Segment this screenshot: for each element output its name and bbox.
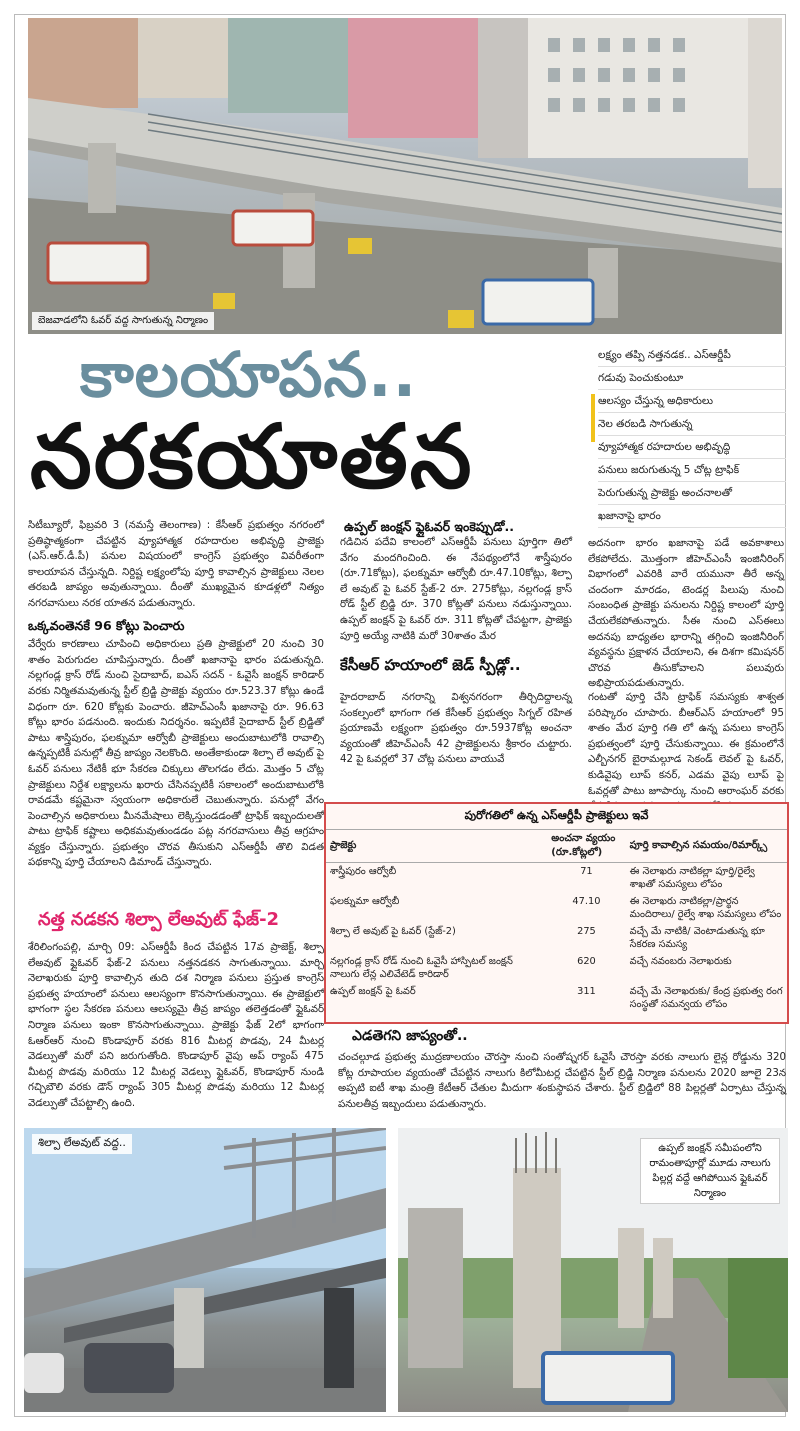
table-header: పూర్తి కావాల్సిన సమయం/రిమార్క్స్: [626, 830, 787, 863]
flyover-ramp-illustration: [24, 1128, 386, 1412]
table-row: [326, 923, 787, 953]
article-column-2b: [340, 690, 572, 768]
bottom-right-caption: ఉప్పల్ జంక్షన్ సమీపంలోని రామంతాపూర్లో మూడు నాలుగు పిల్లర్ల వద్దే ఆగిపోయిన ఫ్లైఓవర్ నిర్మాణం: [640, 1138, 780, 1204]
section-subhead: కేసీఆర్ హయాంలో జెడ్ స్పీడ్లో..: [340, 656, 521, 674]
bottom-left-caption: శిల్పా లేఅవుట్ వద్ద..: [32, 1134, 132, 1154]
table-cell: శాస్త్రీపురం ఆర్వోబీ: [330, 866, 397, 877]
highlight-item: నెల తరబడి సాగుతున్న: [598, 413, 786, 436]
highlight-item: పెరుగుతున్న ప్రాజెక్టు అంచనాలతో: [598, 482, 786, 505]
article-paragraph: హైదరాబాద్ నగరాన్ని విశ్వనగరంగా తీర్చిదిద్దాలన్న సంకల్పంలో భాగంగా గత కేసీఆర్ ప్రభుత్వం సిగ్నల్ రహిత ప్రయాణమే లక్ష్యంగా ప్రభుత్వం రూ.5937కోట్ల అంచనా వ్యయంతో జీహెచ్ఎంసీ 42 ప్రాజెక్టులను శ్రీకారం చుట్టారు. 42 పై ఓవర్లలో 37 చోట్ల పనులు వాయువే: [340, 692, 572, 766]
table-cell: నల్లగండ్ల క్రాస్ రోడ్ నుంచి ఓవైసీ హాస్పిటల్ జంక్షన్ నాలుగు లేన్ల ఎలివేటెడ్ కారిడార్: [330, 956, 513, 980]
article-column-1: [28, 518, 324, 871]
table-title: పురోగతిలో ఉన్న ఎస్ఆర్డీపీ ప్రాజెక్టులు ఇవే: [464, 808, 649, 822]
table-row: [326, 893, 787, 923]
table-cell: వచ్చే మే నాటికి/ వెంటాడుతున్న భూ సేకరణ సమస్య: [629, 926, 765, 950]
highlight-item: ఖజానాపై భారం: [598, 505, 786, 528]
projects-table: [326, 829, 787, 1013]
article-column-1b: [28, 940, 324, 1112]
table-cell: ఫలక్నుమా ఆర్వోబీ: [330, 896, 400, 907]
highlight-item: ఆలస్యం చేస్తున్న అధికారులు: [598, 390, 786, 413]
article-paragraph: అదనంగా భారం ఖజానాపై పడే అవకాశాలు లేకపోలేదు. మొత్తంగా జీహెచ్ఎంసీ ఇంజినీరింగ్ విభాగంలో ఎవరికి వారే యమునా తీరే అన్న చందంగా మారడం, టెండర్ల పిలుపు నుంచి సంబంధిత ప్రాజెక్టు పనులను నిర్దిష్ట కాలంలో పూర్తి చేయలేకపోతున్నారు. సీఈ నుంచి ఎస్ఈలు అదనపు బాధ్యతల భారాన్ని తగ్గించి ఇంజినీరింగ్ వ్యవస్థను ప్రక్షాళన చేయాలని, ఈ దిశగా కమిషనర్ చొరవ తీసుకోవాలని పలువురు అభిప్రాయపడుతున్నారు.: [588, 538, 784, 690]
article-paragraph: గంటతో పూర్తి చేసి ట్రాఫిక్ సమస్యకు శాశ్వత పరిష్కారం చూపారు. బీఆర్ఎస్ హయాంలో 95 శాతం మేర పూర్తి గతి లో ఉన్న పనులు కాంగ్రెస్ ప్రభుత్వంలో పూర్తి చేసుకున్నాయి. ఈ క్రమంలోనే ఎల్బీనగర్ బైరామల్గూడ సెకండ్ లెవల్ పై ఓవర్, కుడివైపు లూప్ కనర్, ఎడమ వైపు లూప్ పై ఓవర్లతో పాటు జూపార్కు నుంచి ఆరాంఘర్ వరకు: [588, 692, 784, 797]
highlight-item: వ్యూహాత్మక రహదారుల అభివృద్ధి: [598, 436, 786, 459]
table-row: [326, 983, 787, 1013]
article-paragraph: శేరిలింగంపల్లి, మార్చి 09: ఎస్ఆర్డీపీ కింద చేపట్టిన 17వ ప్రాజెక్ట్, శిల్పా లేఅవుట్ ఫ్లైఓవర్ ఫేజ్-2 పనులు నత్తనడకన సాగుతున్నాయి. మార్చి నెలాఖరుకు పూర్తి కావాల్సిన తుది దశ నిర్మాణ పనులు ప్రస్తుత కాంగ్రెస్ ప్రభుత్వ హయాంలో పనులు ఆలస్యంగా కొనసాగుతున్నాయి. ఈ ప్రాజెక్టులో భాగంగా స్థల సేకరణ పనులు ఆలస్యమై తీవ్ర జాప్యం తలెత్తడంతో ఫ్లైఓవర్ నిర్మాణ పనులు ఇంకా కొనసాగుతున్నాయి. ప్రాజెక్టు ఫేజ్ 2లో భాగంగా ఓఆర్ఆర్ నుంచి కొండాపూర్ వరకు 816 మీటర్ల పొడవు, 24 మీటర్ల వెడల్పుతో మరో పని జరుగుతోంది. కొండాపూర్ వైపు అప్ ర్యాంప్ 475 మీటర్ల పొడవు మరియు 12 మీటర్ల వెడల్పు ఫ్లైఓవర్, కొండాపూర్ నుండి గచ్చిబౌలి వరకు డౌన్ ర్యాంప్ 305 మీటర్ల పొడవు మరియు 12 మీటర్ల వెడల్పుతో చేపట్టాల్సి ఉంది.: [28, 942, 324, 1109]
projects-table-box: [324, 802, 789, 1024]
table-header: అంచనా వ్యయం (రూ.కోట్లలో): [547, 830, 625, 863]
highlights-list: [598, 344, 786, 528]
headline-line1: కాలయాపన..: [80, 338, 418, 411]
section-subhead: ఒక్కవంతెనకే 96 కోట్లు పెంచారు: [28, 617, 185, 633]
table-row: [326, 863, 787, 894]
table-cell: 620: [577, 956, 596, 967]
highlight-item: లక్ష్యం తప్పి నత్తనడక.. ఎస్ఆర్డీపీ: [598, 344, 786, 367]
table-row: [326, 953, 787, 983]
section-title-pink: నత్త నడకన శిల్పా లేఅవుట్ ఫేజ్-2: [38, 909, 280, 930]
table-cell: ఉప్పల్ జంక్షన్ పై ఓవర్: [330, 986, 416, 997]
article-column-3: [588, 536, 784, 692]
section-subhead: ఎడతెగని జాప్యంతో..: [352, 1028, 468, 1044]
article-paragraph: చంచల్గూడ ప్రభుత్వ ముద్రణాలయం చౌరస్తా నుంచి సంతోష్నగర్ ఓవైసీ చౌరస్తా వరకు నాలుగు లైన్ల రోడ్డును 320 కోట్ల రూపాయల వ్యయంతో చేపట్టిన నాలుగు కిలోమీటర్ల చేపట్టిన స్టీల్ బ్రిడ్జి నిర్మాణ పనులను 2020 జూలై 23న అప్పటి ఐటీ శాఖ మంత్రి కేటీఆర్ చేతుల మీదుగా శంకుస్థాపన చేశారు. స్టీల్ బ్రిడ్జిలో 88 పిల్లర్లతో ఏర్పాటు చేస్తున్న పనులతీవ్ర ఇబ్బందులు పడుతున్నారు.: [338, 1052, 786, 1110]
table-cell: ఈ నెలాఖరు నాటికల్లా/ప్రార్థన మందిరాలు/ రైల్వే శాఖ సమస్యలు లోపం: [629, 896, 782, 920]
article-column-2: [340, 535, 572, 644]
table-cell: వచ్చే నవంబరు నెలాఖరుకు: [629, 956, 732, 967]
article-column-3b: [588, 690, 784, 815]
flyover-construction-illustration: [28, 18, 782, 334]
highlight-item: పనులు జరుగుతున్న 5 చోట్ల ట్రాఫిక్: [598, 459, 786, 482]
top-photo-caption: బెజవాడలోని ఓవర్ వద్ద సాగుతున్న నిర్మాణం: [32, 312, 214, 330]
top-photo: [28, 18, 782, 334]
table-cell: వచ్చే మే నెలాఖరుకు/ కేంద్ర ప్రభుత్వ రంగ సంస్థతో సమన్వయ లోపం: [629, 986, 783, 1010]
article-bottom: [338, 1050, 786, 1112]
accent-bar: [591, 394, 595, 442]
table-cell: ఈ నెలాఖరు నాటికల్లా పూర్తి/రైల్వే శాఖతో సమస్యలు లోపం: [629, 866, 755, 890]
section-subhead: ఉప్పల్ జంక్షన్ ఫ్లైఓవర్ ఇంకెప్పుడో..: [344, 519, 514, 534]
table-cell: 311: [577, 986, 596, 997]
headline-line2: నరకయాతన: [30, 405, 474, 508]
table-cell: 47.10: [572, 896, 601, 907]
table-header: ప్రాజెక్టు: [326, 830, 547, 863]
bottom-left-photo: [24, 1128, 386, 1412]
article-paragraph: గడిచిన పదేవి కాలంలో ఎస్ఆర్డీపీ పనులు పూర్తిగా తిలో వేగం మందగించింది. ఈ నేపథ్యంలోనే శాస్త్రీపురం (రూ.71కోట్లు), ఫలక్నుమా ఆర్వోబీ రూ.47.10కోట్లు, శిల్పా లే అవుట్ పై ఓవర్ స్టేజ్-2 రూ. 275కోట్లు, నల్లగండ్ల క్రాస్ రోడ్ స్టీల్ బ్రిడ్జి రూ. 370 కోట్లతో పనులు నడుస్తున్నాయి. ఉప్పల్ జంక్షన్ పై ఓవర్ రూ. 311 కోట్లతో చేపట్టగా, ప్రాజెక్టు పూర్తి అయ్యే నాటికి మరో 30శాతం మేర: [340, 537, 572, 642]
table-cell: 71: [580, 866, 593, 877]
article-paragraph: సిటీబ్యూరో, ఫిబ్రవరి 3 (నమస్తే తెలంగాణ) : కేసీఆర్ ప్రభుత్వం నగరంలో ప్రతిష్ఠాత్మకంగా చేపట్టిన వ్యూహాత్మక రహదారుల అభివృద్ధి ప్రాజెక్టు (ఎస్.ఆర్.డీ.పీ) పనుల విషయంలో కాంగ్రెస్ ప్రభుత్వం వివరీతంగా కాలయాపన చేస్తున్నది. నిర్దిష్ట లక్ష్యంలోపు పూర్తి కావాల్సిన ప్రాజెక్టులు నెలల తరబడి జాప్యం అవుతున్నాయి. దీంతో ముఖ్యమైన కూడళ్లలో నిత్యం నగరవాసులు నరక యాతన పడుతున్నారు.: [28, 520, 324, 609]
highlight-item: గడువు పెంచుకుంటూ: [598, 367, 786, 390]
table-cell: 275: [577, 926, 596, 937]
article-paragraph: వేర్వేరు కారణాలు చూపించి అధికారులు ప్రతి ప్రాజెక్టులో 20 నుంచి 30 శాతం పెరుగుదల చూపిస్తున్నారు. దీంతో ఖజానాపై భారం పడుతున్నది. నల్లగండ్ల క్రాస్ రోడ్ నుంచి సైదాబాద్, ఐఎస్ సదన్ - ఓవైసీ జంక్షన్ కారిడార్ వరకు నిర్మితమవుతున్న స్టీల్ బ్రిడ్జి ప్రాజెక్టు వ్యయం రూ.523.37 కోట్లు ఉండే విధంగా రూ. 620 కోట్లకు పెంచారు. జీహెచ్ఎంసీ ఖజానాపై రూ. 96.63 కోట్లు భారం పడనుంది. ఇందుకు నిదర్శనం. ఇప్పటికే సైదాబాద్ స్టీల్ బ్రిడ్జితో పాటు శాస్త్రిపురం, ఫలక్నుమా ఆర్వోబీ ప్రాజెక్టులు అందుబాటులోకి రావాల్సి ఉన్నప్పటికీ పనుల్లో తీవ్ర జాప్యం నెలకొంది. అంతేకాకుండా శిల్పా లే అవుట్ పై ఓవర్ పనులు నేటికీ భూ సేకరణ చిక్కులు తొలగడం లేదు. మొత్తం 5 చోట్ల ప్రాజెక్టులు నిర్దేశ లక్ష్యాలను ఖరారు చేసినప్పటికీ సకాలంలో అందుబాటులోకి రావడమే కష్టమైనా స్వయంగా అధికారులే చెబుతున్నారు. పనుల్లో వేగం పెంచాల్సిన అధికారులు మీనమేషాలు లెక్కిస్తుండడంతో ట్రాఫిక్ ఇబ్బందులతో పాటు ట్రాఫిక్ కష్టాలు అధికమవుతుండడం పట్ల నగరవాసులు తీవ్ర ఆగ్రహం వ్యక్తం చేస్తున్నారు. ప్రభుత్వం చొరవ తీసుకుని ఎస్ఆర్డీపీ తొలి విడత పథకాన్ని పూర్తి చేయాలని డిమాండ్ చేస్తున్నారు.: [28, 639, 324, 869]
table-cell: శిల్పా లే అవుట్ పై ఓవర్ (స్టేజ్-2): [330, 926, 456, 937]
